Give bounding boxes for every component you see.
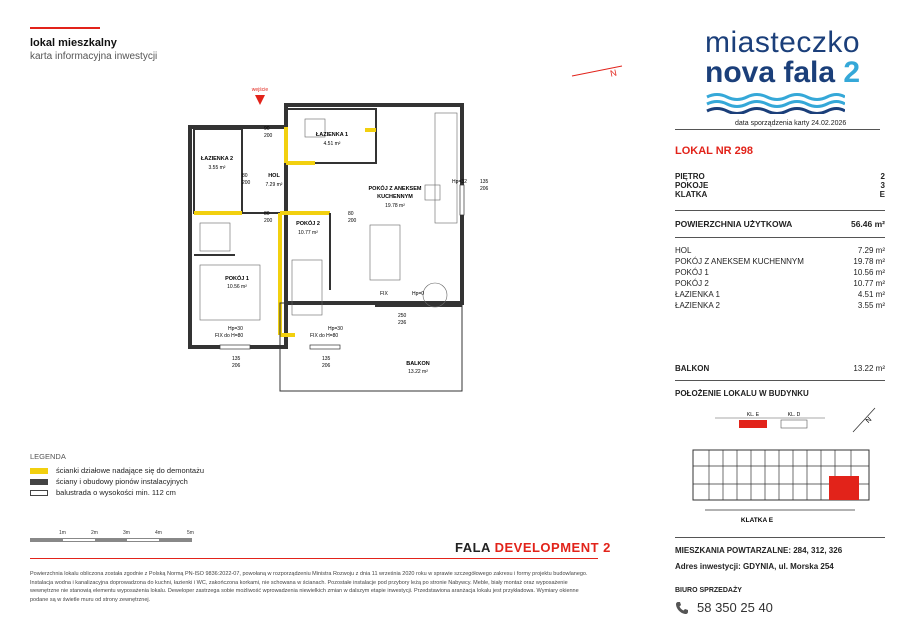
footer-red-line <box>30 558 598 559</box>
dim-fix-a: FIX do H=80 <box>215 333 244 339</box>
legend-item-removable: ścianki działowe nadające się do demontażu <box>30 465 204 476</box>
logo-line2 <box>705 58 865 88</box>
summary-row-klatka: KLATKA E <box>675 190 885 199</box>
legend-swatch-yellow <box>30 468 48 474</box>
klatka-e-tag: KL. E <box>746 412 760 418</box>
dim-window-east: 135 <box>480 179 489 185</box>
room-name-aneks-1: POKÓJ Z ANEKSEM <box>368 186 422 192</box>
room-row-pokoj1: POKÓJ 1 10.56 m² <box>675 268 885 277</box>
summary-row-pietro: PIĘTRO 2 <box>675 172 885 181</box>
legend-title: LEGENDA <box>30 452 66 461</box>
scale-bar: 1m 2m 3m 4m 5m <box>30 530 195 544</box>
sales-label: BIURO SPRZEDAŻY <box>675 587 742 594</box>
dim-window-eastb: 206 <box>480 186 489 192</box>
dim-window-w1: 135 <box>232 356 241 362</box>
logo-line2-text: nova fala <box>705 56 836 89</box>
room-row-pokoj2: POKÓJ 2 10.77 m² <box>675 279 885 288</box>
dim-hp0: Hp=0 <box>412 291 425 297</box>
dim-door-3b: 200 <box>264 218 273 224</box>
area-total: POWIERZCHNIA UŻYTKOWA 56.46 m² <box>675 219 885 229</box>
room-area-hol: 7.29 m² <box>265 182 283 188</box>
legend-swatch-railing <box>30 490 48 496</box>
dim-door-2: 80 <box>242 173 248 179</box>
developer-logo: FALA DEVELOPMENT 2 <box>455 540 611 555</box>
klatka-d-tag: KL. D <box>787 412 801 418</box>
room-area-lazienka2: 3.55 m² <box>208 165 226 171</box>
dim-door-4b: 200 <box>348 218 357 224</box>
page-title: lokal mieszkalny <box>30 37 117 49</box>
room-area-balkon: 13.22 m² <box>408 369 428 375</box>
dim-hp30a: Hp=30 <box>228 326 243 332</box>
position-title: POŁOŻENIE LOKALU W BUDYNKU <box>675 389 809 398</box>
room-name-aneks-2: KUCHENNYM <box>377 194 413 200</box>
divider <box>675 237 885 238</box>
dim-window-w2b: 206 <box>322 363 331 369</box>
building-keyplan <box>675 402 885 532</box>
dim-fix-c: FIX <box>380 291 388 297</box>
keyplan-north-label: N <box>864 416 874 425</box>
wave-icon <box>705 92 845 114</box>
entrance-label: wejście <box>251 87 269 93</box>
logo-line1: miasteczko <box>705 26 861 59</box>
balcony-row: BALKON 13.22 m² <box>675 364 885 373</box>
dim-balcony-door: 250 <box>398 313 407 319</box>
room-name-lazienka2: ŁAZIENKA 2 <box>200 156 234 162</box>
footer-right-line <box>675 537 885 538</box>
brand-logo <box>705 28 865 114</box>
dim-door-2b: 200 <box>242 180 251 186</box>
dim-hp32: Hp=32 <box>452 179 467 185</box>
address-line: Adres inwestycji: GDYNIA, ul. Morska 254 <box>675 562 834 571</box>
legend-item-walls: ściany i obudowy pionów instalacyjnych <box>30 476 204 487</box>
divider <box>675 380 885 381</box>
room-row-lazienka1: ŁAZIENKA 1 4.51 m² <box>675 290 885 299</box>
legend-item-railing: balustrada o wysokości min. 112 cm <box>30 487 204 498</box>
repeat-line: MIESZKANIA POWTARZALNE: 284, 312, 326 <box>675 546 843 555</box>
room-name-lazienka1: ŁAZIENKA 1 <box>315 132 349 138</box>
dim-window-w2: 135 <box>322 356 331 362</box>
room-area-aneks: 19.78 m² <box>385 203 405 209</box>
legend-swatch-dark <box>30 479 48 485</box>
disclaimer: Powierzchnia lokalu obliczona została zgodnie z Polską Normą PN-ISO 9836:2022-07, powołaną w rozporządzeniu Ministra Rozwoju z dnia 11 września 2020 roku w sprawie szczegółowego zakresu i formy projektu budowlanego. Instalacja wodna i kanalizacyjna doprowadzona do kuchni, łazienki i WC, zakończona korkami, nie schowana w ścianach. Pozostałe instalacje pod przybory leżą po stronie Nabywcy. Meble, biały montaż oraz wyposażenie wewnętrzne nie stanowią elementu wyposażenia lokalu. Deweloper zastrzega sobie możliwość wprowadzenia niewielkich zmian w dalszym etapie inwestycji. Przedstawiona aranżacja lokalu jest przykładowa. Wymiary okienne podane są w świetle muru od strony zewnętrznej. <box>30 571 588 603</box>
floor-plan <box>180 85 500 415</box>
room-name-hol: HOL <box>268 173 280 179</box>
dim-door-1b: 200 <box>264 133 273 139</box>
room-name-balkon: BALKON <box>406 361 430 367</box>
phone-icon <box>675 601 689 615</box>
legend <box>30 465 204 498</box>
room-name-pokoj1: POKÓJ 1 <box>225 276 249 282</box>
lokal-number: LOKAL NR 298 <box>675 145 754 157</box>
date-line <box>675 129 880 130</box>
header-accent-line <box>30 27 100 29</box>
summary-row-pokoje: POKOJE 3 <box>675 181 885 190</box>
sales-phone-row[interactable] <box>675 600 773 615</box>
summary-rows <box>675 172 885 199</box>
dim-door-4: 80 <box>348 211 354 217</box>
north-arrow-icon <box>570 60 630 80</box>
date-text: data sporządzenia karty 24.02.2026 <box>735 120 847 127</box>
room-row-aneks: POKÓJ Z ANEKSEM KUCHENNYM 19.78 m² <box>675 257 885 266</box>
dim-balcony-doorb: 236 <box>398 320 407 326</box>
dim-fix-b: FIX do H=80 <box>310 333 339 339</box>
dim-window-w1b: 206 <box>232 363 241 369</box>
room-area-pokoj2: 10.77 m² <box>298 230 318 236</box>
sales-phone: 58 350 25 40 <box>697 600 773 615</box>
room-name-pokoj2: POKÓJ 2 <box>296 221 320 227</box>
room-area-lazienka1: 4.51 m² <box>323 141 341 147</box>
north-label: N <box>609 67 618 79</box>
page-subtitle: karta informacyjna inwestycji <box>30 51 158 62</box>
room-area-pokoj1: 10.56 m² <box>227 284 247 290</box>
divider <box>675 210 885 211</box>
room-row-hol: HOL 7.29 m² <box>675 246 885 255</box>
dim-door-1: 90 <box>264 126 270 132</box>
rooms-table <box>675 246 885 312</box>
room-row-lazienka2: ŁAZIENKA 2 3.55 m² <box>675 301 885 310</box>
dim-door-3: 80 <box>264 211 270 217</box>
logo-number: 2 <box>843 56 861 89</box>
dim-hp30b: Hp=30 <box>328 326 343 332</box>
entrance-arrow-icon <box>255 95 265 105</box>
klatka-label: KLATKA E <box>740 517 774 524</box>
